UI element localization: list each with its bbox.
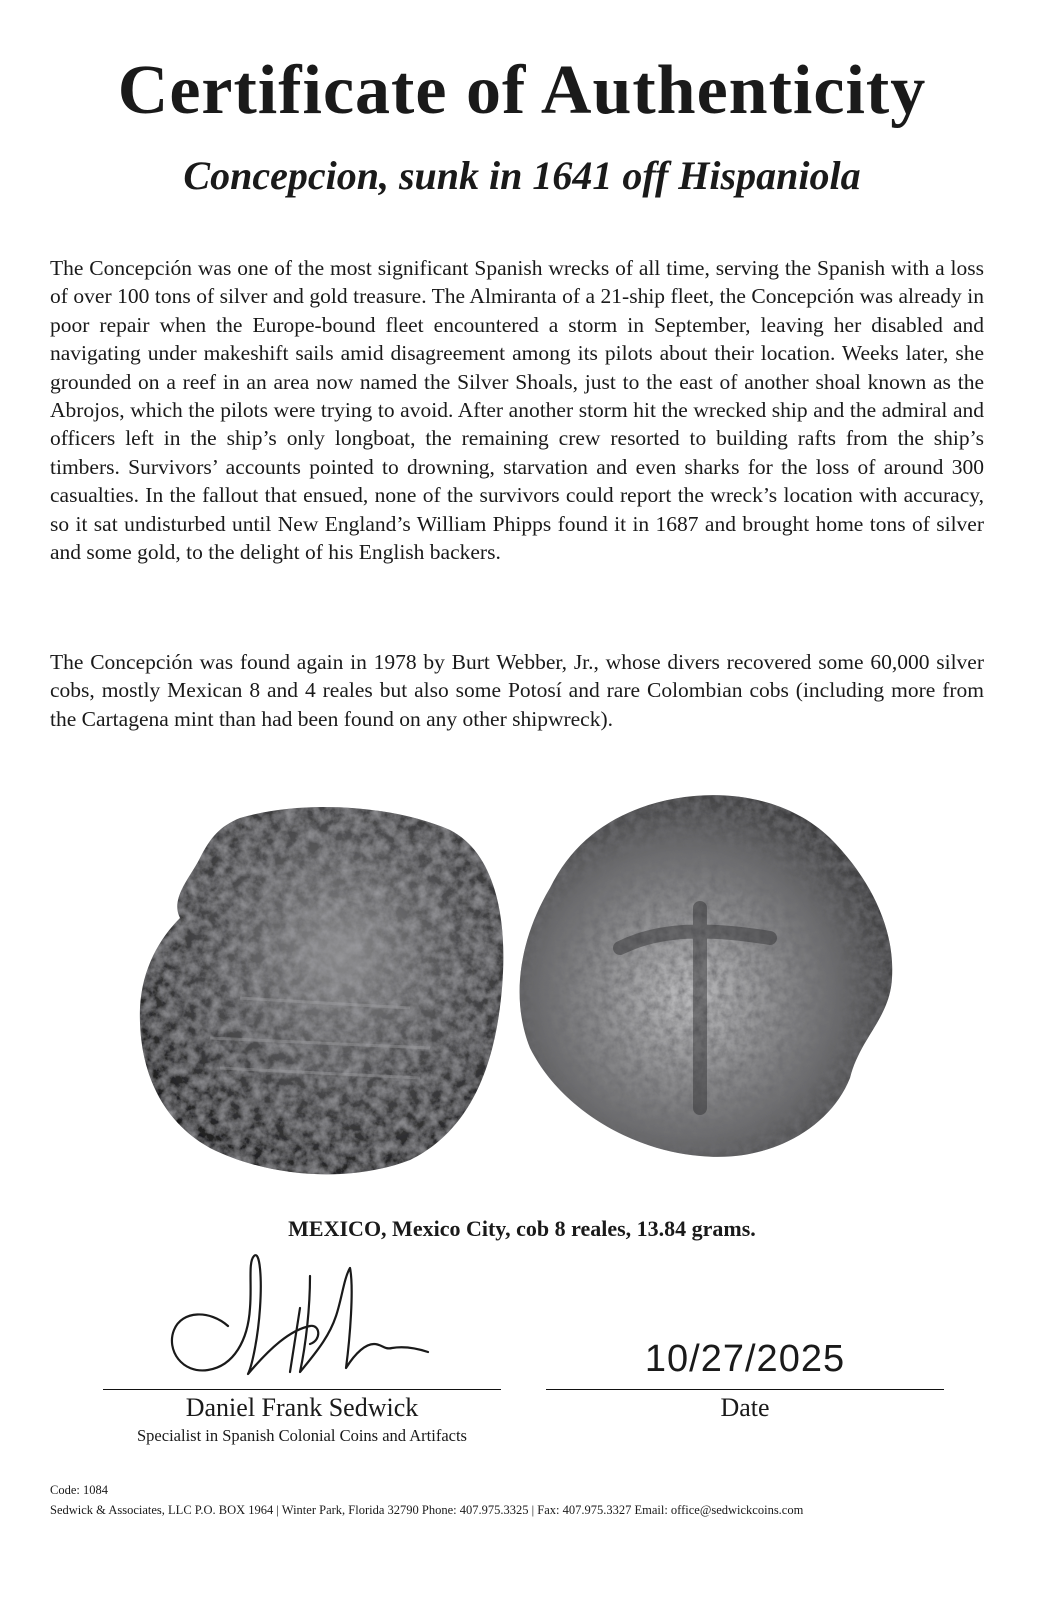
date-label: Date (720, 1393, 770, 1422)
certificate-subtitle: Concepcion, sunk in 1641 off Hispaniola (183, 153, 861, 198)
certificate-code: Code: 1084 (50, 1483, 108, 1497)
coin-obverse-image (130, 798, 510, 1178)
certificate-date: 10/27/2025 (644, 1338, 846, 1380)
coin-reverse-image (510, 778, 900, 1168)
footer-contact: Sedwick & Associates, LLC P.O. BOX 1964 | Winter Park, Florida 32790 Phone: 407.975.3325 | Fax: 407.975.3327 Email: office@sedwickcoins.com (50, 1503, 804, 1517)
signature-line (103, 1389, 501, 1390)
signer-title: Specialist in Spanish Colonial Coins and Artifacts (137, 1426, 467, 1445)
signer-name: Daniel Frank Sedwick (185, 1393, 419, 1422)
date-line (546, 1389, 944, 1390)
recovery-paragraph: The Concepción was found again in 1978 by Burt Webber, Jr., whose divers recovered some 60,000 silver cobs, mostly Mexican 8 and 4 reales but also some Potosí and rare Colombian cobs (including more from the Cartagena mint than had been found on any other shipwreck). (50, 650, 984, 731)
coin-caption: MEXICO, Mexico City, cob 8 reales, 13.84 grams. (288, 1216, 756, 1241)
certificate-title: Certificate of Authenticity (117, 52, 927, 129)
signature-image (160, 1248, 430, 1383)
coin-obverse-shape (140, 807, 503, 1174)
history-paragraph: The Concepción was one of the most significant Spanish wrecks of all time, serving the Spanish with a loss of over 100 tons of silver and gold treasure. The Almiranta of a 21-ship fleet, the Concepción was already in poor repair when the Europe-bound fleet encountered a storm in September, leaving her disabled and navigating under makeshift sails amid disagreement among its pilots about their location. Weeks later, she grounded on a reef in an area now named the Silver Shoals, just to the east of another shoal known as the Abrojos, which the pilots were trying to avoid. After another storm hit the wrecked ship and the admiral and officers left in the ship’s only longboat, the remaining crew resorted to building rafts from the ship’s timbers. Survivors’ accounts pointed to drowning, starvation and even sharks for the loss of around 300 casualties. In the fallout that ensued, none of the survivors could report the wreck’s location with accuracy, so it sat undisturbed until New England’s William Phipps found it in 1687 and brought home tons of silver and some gold, to the delight of his English backers. (50, 256, 984, 565)
